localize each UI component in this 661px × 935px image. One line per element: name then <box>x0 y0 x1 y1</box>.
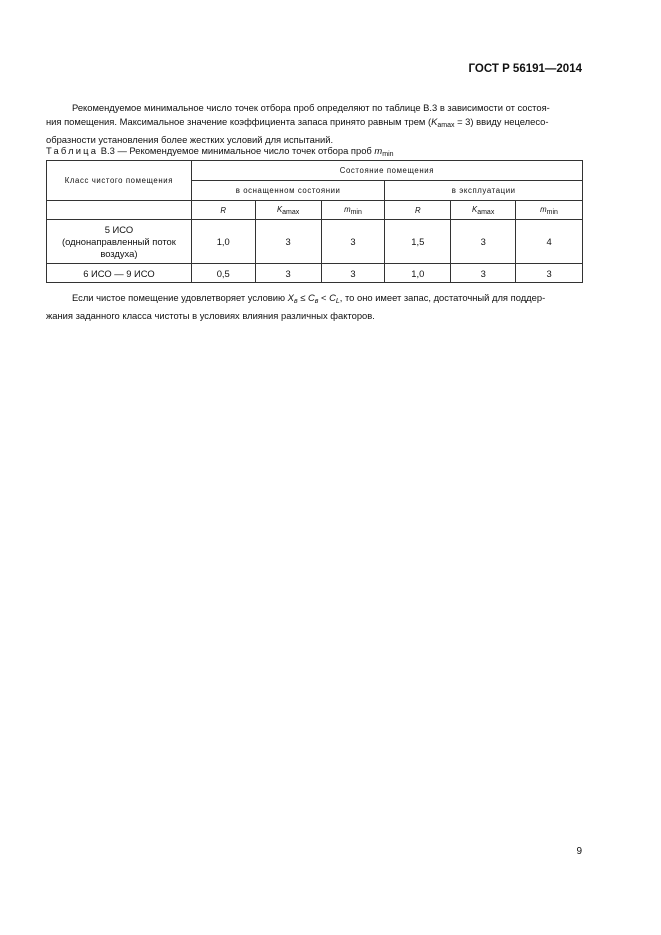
cell-m-operation: 4 <box>516 220 583 264</box>
k-subscript: amax <box>282 208 300 216</box>
conclusion-line-2: жания заданного класса чистоты в условиях влияния различных факторов. <box>46 310 375 321</box>
k-symbol: K <box>472 204 478 214</box>
c-symbol: C <box>307 292 315 303</box>
x-symbol: X <box>287 292 294 303</box>
table-row <box>47 220 583 264</box>
cell-m-equipped: 3 <box>321 220 385 264</box>
header-room-class: Класс чистого помещения <box>47 161 192 201</box>
intro-line-2 <box>46 115 582 133</box>
header-m-operation <box>516 201 583 220</box>
sampling-points-table <box>46 160 583 283</box>
le-sign: ≤ <box>297 292 308 303</box>
caption-m-subscript: min <box>382 151 394 158</box>
cell-r-operation: 1,0 <box>385 264 451 283</box>
header-state-equipped: в оснащенном состоянии <box>191 181 385 201</box>
class-line-3: воздуха) <box>100 247 138 259</box>
outro-text-b: , то оно имеет запас, достаточный для поддер- <box>339 292 546 303</box>
x-subscript: в <box>293 298 298 305</box>
m-subscript: min <box>546 208 558 216</box>
intro-paragraph <box>46 101 582 147</box>
cell-k-operation: 3 <box>451 264 516 283</box>
r-symbol: R <box>414 205 421 215</box>
cl-symbol: C <box>329 292 336 303</box>
document-number: ГОСТ Р 56191—2014 <box>468 63 582 75</box>
header-r-operation <box>385 201 451 220</box>
table-header-row-1 <box>47 161 583 181</box>
m-subscript: min <box>350 208 362 216</box>
cl-subscript: L <box>335 298 340 305</box>
caption-text: В.3 — Рекомендуемое минимальное число точек отбора проб <box>98 145 375 156</box>
cell-r-equipped: 1,0 <box>191 220 255 264</box>
k-symbol: K <box>431 116 438 127</box>
c-subscript: в <box>314 298 319 305</box>
table-caption <box>46 145 394 158</box>
header-room-state: Состояние помещения <box>191 161 582 181</box>
caption-prefix: Таблица <box>46 145 99 156</box>
cell-m-operation: 3 <box>516 264 583 283</box>
row-room-class: 6 ИСО — 9 ИСО <box>47 264 192 283</box>
header-m-equipped <box>321 201 385 220</box>
caption-m-symbol: m <box>374 145 383 156</box>
lt-sign: < <box>318 292 330 303</box>
k-subscript: amax <box>477 208 495 216</box>
k-symbol: K <box>276 204 283 214</box>
table-header-row-3 <box>47 201 583 220</box>
header-k-equipped <box>255 201 321 220</box>
cell-m-equipped: 3 <box>321 264 385 283</box>
header-empty-cell <box>47 201 192 220</box>
intro-line-3: образности установления более жестких условий для испытаний. <box>46 134 334 145</box>
intro-line-2-end: = 3) ввиду нецелесо- <box>454 116 549 127</box>
header-k-operation <box>451 201 516 220</box>
intro-line-2-text: ния помещения. Максимальное значение коэффициента запаса принято равным трем ( <box>46 116 432 127</box>
row-room-class <box>47 220 192 264</box>
page-number: 9 <box>576 846 582 857</box>
m-symbol: m <box>344 204 351 214</box>
conclusion-line-1 <box>46 291 582 309</box>
cell-k-equipped: 3 <box>255 264 321 283</box>
outro-text-a: Если чистое помещение удовлетворяет условию <box>72 292 288 303</box>
header-state-operation: в эксплуатации <box>385 181 583 201</box>
m-symbol: m <box>540 204 547 214</box>
cell-k-operation: 3 <box>451 220 516 264</box>
cell-k-equipped: 3 <box>255 220 321 264</box>
r-symbol: R <box>220 205 227 215</box>
class-line-2: (однонаправленный поток <box>61 235 176 247</box>
header-r-equipped <box>191 201 255 220</box>
table-row <box>47 264 583 283</box>
cell-r-operation: 1,5 <box>385 220 451 264</box>
k-subscript: amax <box>437 122 455 129</box>
intro-line-1: Рекомендуемое минимальное число точек отбора проб определяют по таблице В.3 в зависимости от состоя- <box>72 102 550 113</box>
cell-r-equipped: 0,5 <box>191 264 255 283</box>
class-line-1: 5 ИСО <box>104 223 134 235</box>
conclusion-paragraph <box>46 291 582 323</box>
